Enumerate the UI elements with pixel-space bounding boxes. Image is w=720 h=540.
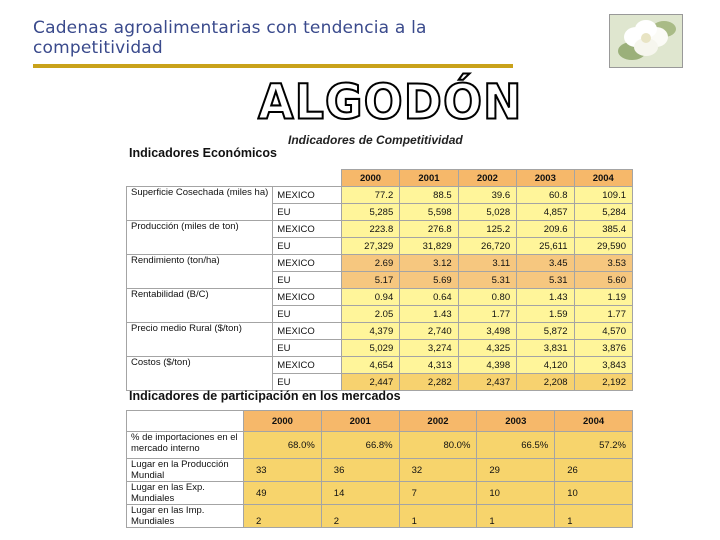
value-cell: 3.12 [400, 255, 458, 272]
value-cell: 3,843 [574, 357, 632, 374]
year-header: 2002 [458, 170, 516, 187]
value-cell: 57.2% [555, 432, 633, 459]
value-cell: 3.53 [574, 255, 632, 272]
value-cell: 5.31 [458, 272, 516, 289]
value-cell: 1.59 [517, 306, 574, 323]
table-row [127, 459, 633, 482]
country-label: EU [273, 340, 342, 357]
value-cell: 0.64 [400, 289, 458, 306]
year-header: 2001 [400, 170, 458, 187]
country-label: EU [273, 374, 342, 391]
value-cell: 1.43 [400, 306, 458, 323]
year-header: 2001 [321, 411, 399, 432]
year-header: 2004 [574, 170, 632, 187]
indicator-label: Rendimiento (ton/ha) [127, 255, 273, 289]
value-cell: 29,590 [574, 238, 632, 255]
value-cell: 5.31 [517, 272, 574, 289]
header-rule [33, 64, 513, 68]
value-cell: 209.6 [517, 221, 574, 238]
value-cell: 36 [321, 459, 399, 482]
value-cell: 4,325 [458, 340, 516, 357]
value-cell: 1.77 [574, 306, 632, 323]
value-cell: 27,329 [341, 238, 399, 255]
value-cell: 5,598 [400, 204, 458, 221]
country-label: EU [273, 204, 342, 221]
value-cell: 26 [555, 459, 633, 482]
country-label: MEXICO [273, 255, 342, 272]
market-indicators-table [126, 410, 633, 528]
value-cell: 5,285 [341, 204, 399, 221]
value-cell: 2,192 [574, 374, 632, 391]
country-label: EU [273, 272, 342, 289]
value-cell: 4,379 [341, 323, 399, 340]
table-row [127, 432, 633, 459]
header-line-1: Cadenas agroalimentarias con tendencia a la [33, 18, 427, 38]
value-cell: 1.77 [458, 306, 516, 323]
table-row [127, 255, 633, 272]
year-header: 2003 [517, 170, 574, 187]
country-label: MEXICO [273, 289, 342, 306]
indicator-label: Lugar en las Exp. Mundiales [127, 482, 244, 505]
value-cell: 5,028 [458, 204, 516, 221]
value-cell: 125.2 [458, 221, 516, 238]
value-cell: 2 [321, 505, 399, 528]
value-cell: 4,313 [400, 357, 458, 374]
value-cell: 1 [477, 505, 555, 528]
value-cell: 2,447 [341, 374, 399, 391]
value-cell: 385.4 [574, 221, 632, 238]
header-row [127, 411, 633, 432]
economic-indicators-table [126, 169, 633, 391]
value-cell: 3,831 [517, 340, 574, 357]
value-cell: 1 [555, 505, 633, 528]
country-label: MEXICO [273, 221, 342, 238]
value-cell: 5,872 [517, 323, 574, 340]
table-row [127, 482, 633, 505]
cotton-flower-icon [610, 15, 682, 67]
value-cell: 0.94 [341, 289, 399, 306]
value-cell: 3.45 [517, 255, 574, 272]
value-cell: 77.2 [341, 187, 399, 204]
year-header: 2004 [555, 411, 633, 432]
value-cell: 66.5% [477, 432, 555, 459]
table-row [127, 357, 633, 374]
value-cell: 109.1 [574, 187, 632, 204]
table-row [127, 187, 633, 204]
indicator-label: Superficie Cosechada (miles ha) [127, 187, 273, 221]
value-cell: 276.8 [400, 221, 458, 238]
table-row [127, 505, 633, 528]
slide-title: ALGODÓN [258, 73, 523, 130]
value-cell: 66.8% [321, 432, 399, 459]
value-cell: 4,398 [458, 357, 516, 374]
indicator-label: Rentabilidad (B/C) [127, 289, 273, 323]
table-row [127, 289, 633, 306]
year-header: 2000 [244, 411, 322, 432]
value-cell: 25,611 [517, 238, 574, 255]
slide-header [33, 18, 503, 58]
corner-cell [273, 170, 342, 187]
value-cell: 80.0% [399, 432, 477, 459]
value-cell: 14 [321, 482, 399, 505]
value-cell: 32 [399, 459, 477, 482]
value-cell: 4,120 [517, 357, 574, 374]
value-cell: 2,208 [517, 374, 574, 391]
value-cell: 5,284 [574, 204, 632, 221]
indicator-label: Lugar en la Producción Mundial [127, 459, 244, 482]
value-cell: 1.19 [574, 289, 632, 306]
table-row [127, 323, 633, 340]
economic-heading: Indicadores Económicos [129, 146, 277, 160]
value-cell: 2,740 [400, 323, 458, 340]
year-header: 2000 [341, 170, 399, 187]
value-cell: 2.05 [341, 306, 399, 323]
value-cell: 3,498 [458, 323, 516, 340]
table-row [127, 221, 633, 238]
value-cell: 4,570 [574, 323, 632, 340]
value-cell: 5,029 [341, 340, 399, 357]
value-cell: 7 [399, 482, 477, 505]
value-cell: 5.17 [341, 272, 399, 289]
value-cell: 0.80 [458, 289, 516, 306]
value-cell: 60.8 [517, 187, 574, 204]
value-cell: 3.11 [458, 255, 516, 272]
value-cell: 26,720 [458, 238, 516, 255]
value-cell: 31,829 [400, 238, 458, 255]
country-label: MEXICO [273, 323, 342, 340]
corner-cell [127, 411, 244, 432]
country-label: MEXICO [273, 187, 342, 204]
header-line-2: competitividad [33, 38, 163, 58]
subtitle: Indicadores de Competitividad [288, 133, 463, 147]
value-cell: 5.60 [574, 272, 632, 289]
country-label: EU [273, 306, 342, 323]
value-cell: 3,876 [574, 340, 632, 357]
value-cell: 2.69 [341, 255, 399, 272]
value-cell: 10 [555, 482, 633, 505]
value-cell: 3,274 [400, 340, 458, 357]
value-cell: 223.8 [341, 221, 399, 238]
value-cell: 68.0% [244, 432, 322, 459]
value-cell: 1 [399, 505, 477, 528]
value-cell: 39.6 [458, 187, 516, 204]
market-heading: Indicadores de participación en los mercados [129, 389, 401, 403]
indicator-label: Lugar en las Imp. Mundiales [127, 505, 244, 528]
year-header: 2003 [477, 411, 555, 432]
header-row [127, 170, 633, 187]
value-cell: 2 [244, 505, 322, 528]
value-cell: 49 [244, 482, 322, 505]
country-label: EU [273, 238, 342, 255]
year-header: 2002 [399, 411, 477, 432]
indicator-label: Precio medio Rural ($/ton) [127, 323, 273, 357]
value-cell: 2,282 [400, 374, 458, 391]
country-label: MEXICO [273, 357, 342, 374]
value-cell: 29 [477, 459, 555, 482]
indicator-label: % de importaciones en el mercado interno [127, 432, 244, 459]
indicator-label: Costos ($/ton) [127, 357, 273, 391]
value-cell: 5.69 [400, 272, 458, 289]
value-cell: 88.5 [400, 187, 458, 204]
value-cell: 10 [477, 482, 555, 505]
indicator-label: Producción (miles de ton) [127, 221, 273, 255]
cotton-flower-image [609, 14, 683, 68]
value-cell: 4,857 [517, 204, 574, 221]
value-cell: 1.43 [517, 289, 574, 306]
value-cell: 33 [244, 459, 322, 482]
value-cell: 4,654 [341, 357, 399, 374]
value-cell: 2,437 [458, 374, 516, 391]
corner-cell [127, 170, 273, 187]
